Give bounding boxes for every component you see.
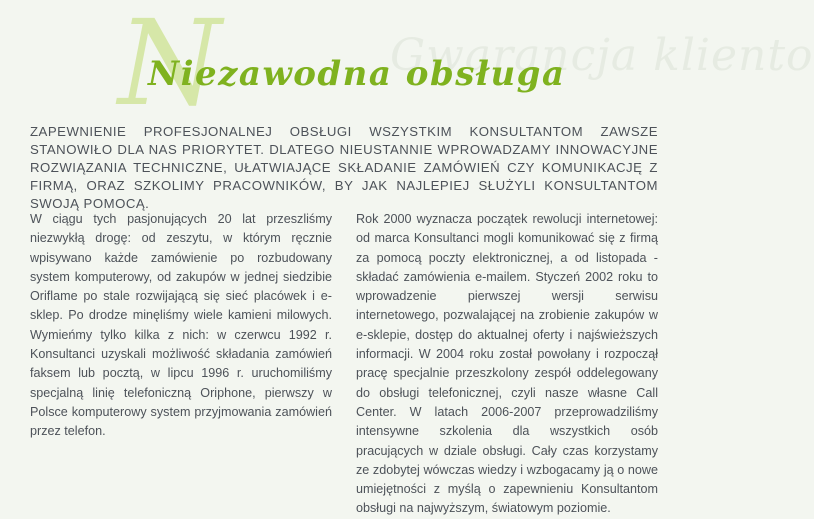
intro-paragraph: ZAPEWNIENIE PROFESJONALNEJ OBSŁUGI WSZYSTKIM KONSULTANTOM ZAWSZE STANOWIŁO DLA NAS PRIORYTET. DLATEGO NIEUSTANNIE WPROWADZAMY INNOWACYJNE ROZWIĄZANIA TECHNICZNE, UŁATWIAJĄCE SKŁADANIE ZAMÓWIEŃ CZY KOMUNIKACJĘ Z FIRMĄ, ORAZ SZKOLIMY PRACOWNIKÓW, BY JAK NAJLEPIEJ SŁUŻYLI KONSULTANTOM SWOJĄ POMOCĄ.	[30, 124, 658, 211]
right-column-text: Rok 2000 wyznacza początek rewolucji internetowej: od marca Konsultanci mogli komunikować się z firmą za pomocą poczty elektronicznej, a od listopada - składać zamówienia e-mailem. Styczeń 2002 roku to wprowadzenie pierwszej wersji serwisu internetowego, pozwalającej na zrobienie zakupów w e-sklepie, dostęp do aktualnej oferty i najświeższych informacji. W 2004 roku został powołany i rozpoczął pracę specjalnie przeszkolony zespół oddelegowany do obsługi telefonicznej, czyli nasze własne Call Center. W latach 2006-2007 przeprowadziliśmy intensywne szkolenia dla wszystkich osób pracujących w dziale obsługi. Cały czas korzystamy ze zdobytej wówczas wiedzy i wzbogacamy ją o nowe umiejętności z myślą o zapewnieniu Konsultantom obsługi na najwyższym, światowym poziomie.	[356, 212, 658, 516]
background-watermark-text: Gwarancja kliento	[390, 30, 814, 81]
page-title: Niezawodna obsługa	[148, 54, 566, 94]
left-column-text: W ciągu tych pasjonujących 20 lat przeszliśmy niezwykłą drogę: od zeszytu, w którym ręcznie wpisywano każde zamówienie po rozbudowany system komputerowy, od zakupów w jednej siedzibie Oriflame po stale rozwijającą się sieć placówek i e-sklep. Po drodze minęliśmy wiele kamieni milowych. Wymieńmy tylko kilka z nich: w czerwcu 1992 r. Konsultanci uzyskali możliwość składania zamówień faksem lub pocztą, w lipcu 1996 r. uruchomiliśmy specjalną linię telefoniczną Oriphone, pierwszy w Polsce komputerowy system przyjmowania zamówień przez telefon.	[30, 212, 332, 439]
decorative-initial: N	[118, 0, 222, 132]
